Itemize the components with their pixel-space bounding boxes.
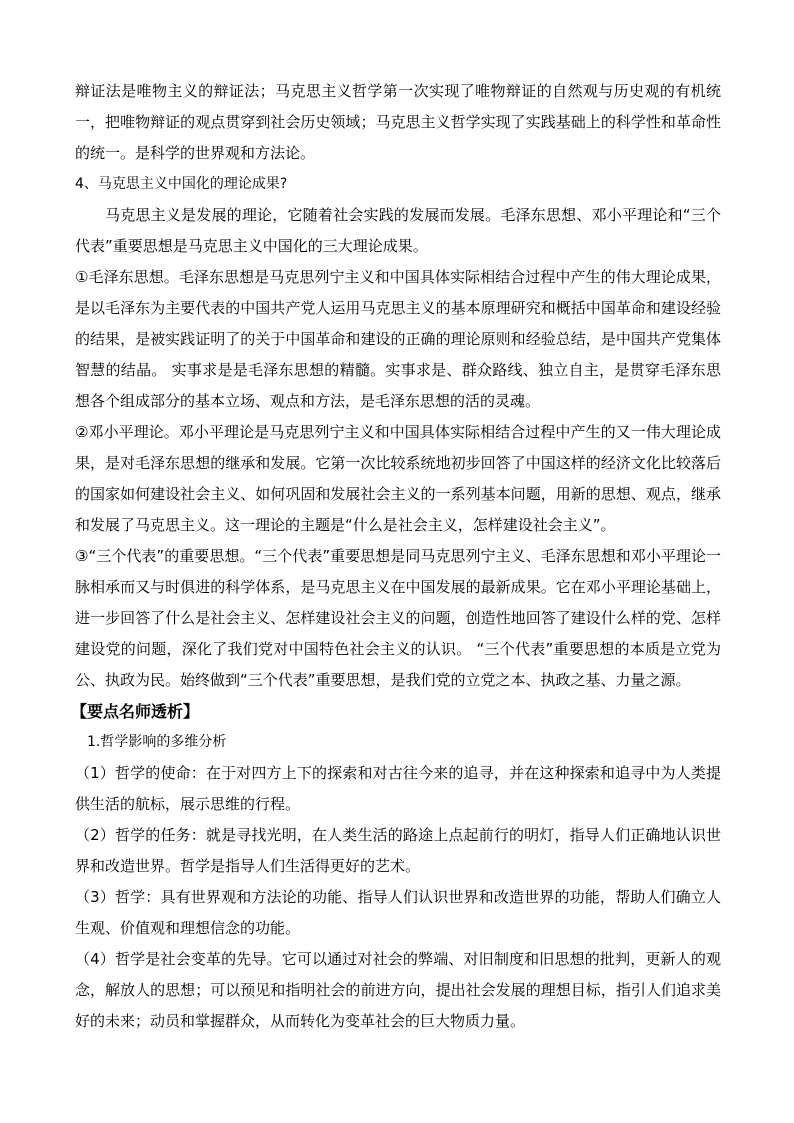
paragraph-dialectics: 辩证法是唯物主义的辩证法；马克思主义哲学第一次实现了唯物辩证的自然观与历史观的有机统一，把唯物辩证的观点贯穿到社会历史领域；马克思主义哲学实现了实践基础上的科学性和革命性的统一。是科学的世界观和方法论。 [75,82,721,162]
section-heading: 【要点名师透析】 [71,702,200,721]
item-pioneer: （4）哲学是社会变革的先导。它可以通过对社会的弊端、对旧制度和旧思想的批判，更新人的观念，解放人的思想；可以预见和指明社会的前进方向，提出社会发展的理想目标，指引人们追求美好的未来；动员和掌握群众，从而转化为变革社会的巨大物质力量。 [75,950,721,1030]
item-task: （2）哲学的任务：就是寻找光明，在人类生活的路途上点起前行的明灯，指导人们正确地认识世界和改造世界。哲学是指导人们生活得更好的艺术。 [75,826,721,875]
paragraph-sinicization: 马克思主义是发展的理论，它随着社会实践的发展而发展。毛泽东思想、邓小平理论和“三个代表”重要思想是马克思主义中国化的三大理论成果。 [75,206,721,255]
item-function: （3）哲学：具有世界观和方法论的功能、指导人们认识世界和改造世界的功能，帮助人们确立人生观、价值观和理想信念的功能。 [75,888,721,937]
subheading-philosophy: 1.哲学影响的多维分析 [87,734,227,750]
paragraph-mao-thought: ①毛泽东思想。毛泽东思想是马克思列宁主义和中国具体实际相结合过程中产生的伟大理论成果，是以毛泽东为主要代表的中国共产党人运用马克思主义的基本原理研究和概括中国革命和建设经验的结果，是被实践证明了的关于中国革命和建设的正确的理论原则和经验总结，是中国共产党集体智慧的结晶。 实事求是是毛泽东思想的精髓。实事求是、群众路线、独立自主，是贯穿毛泽东思想各个组成部分的基本立场、观点和方法，是毛泽东思想的活的灵魂。 [75,268,721,410]
paragraph-three-represents: ③“三个代表”的重要思想。“三个代表”重要思想是同马克思列宁主义、毛泽东思想和邓小平理论一脉相承而又与时俱进的科学体系，是马克思主义在中国发展的最新成果。它在邓小平理论基础上，进一步回答了什么是社会主义、怎样建设社会主义的问题，创造性地回答了建设什么样的党、怎样建设党的问题，深化了我们党对中国特色社会主义的认识。 “三个代表”重要思想的本质是立党为公、执政为民。始终做到“三个代表”重要思想，是我们党的立党之本、执政之基、力量之源。 [75,547,721,689]
question-4: 4、马克思主义中国化的理论成果? [75,176,288,192]
document-page [71,76,721,1037]
item-mission: （1）哲学的使命：在于对四方上下的探索和对古往今来的追寻，并在这种探索和追寻中为人类提供生活的航标，展示思维的行程。 [75,764,721,813]
paragraph-deng-theory: ②邓小平理论。邓小平理论是马克思列宁主义和中国具体实际相结合过程中产生的又一伟大理论成果，是对毛泽东思想的继承和发展。它第一次比较系统地初步回答了中国这样的经济文化比较落后的国家如何建设社会主义、如何巩固和发展社会主义的一系列基本问题，用新的思想、观点，继承和发展了马克思主义。这一理论的主题是“什么是社会主义，怎样建设社会主义”。 [75,423,721,534]
